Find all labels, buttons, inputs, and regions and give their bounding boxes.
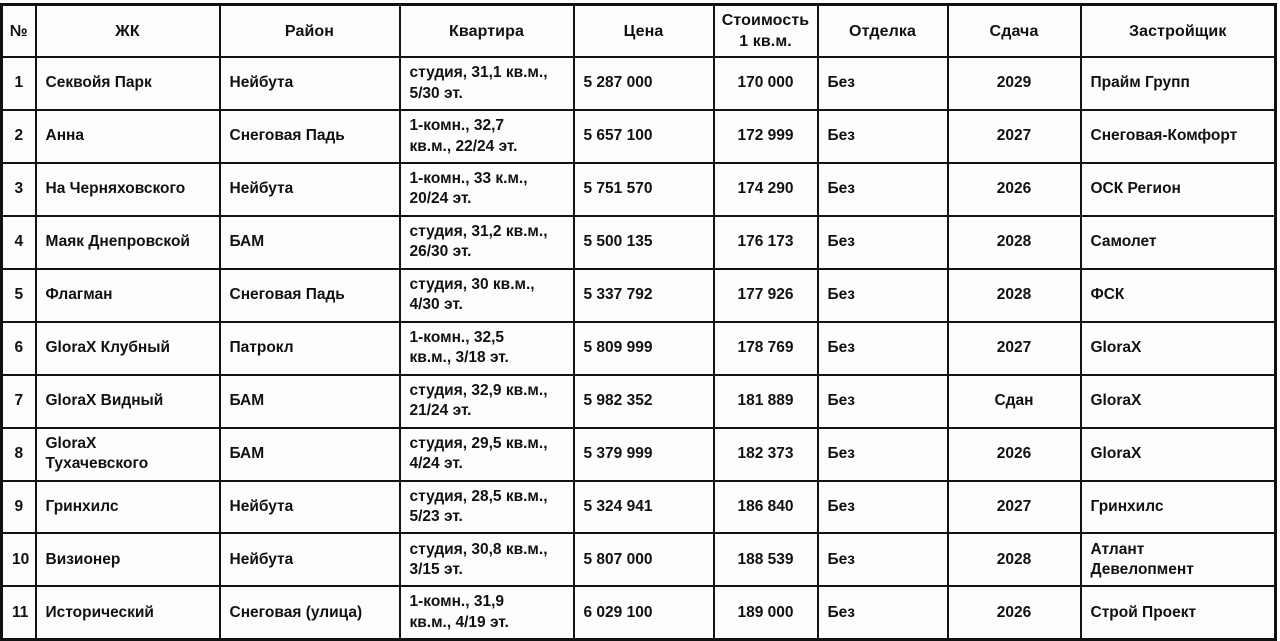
- row-number-cell: 2: [2, 110, 36, 163]
- apartment-cell: [400, 428, 574, 481]
- price-cell: 5 337 792: [574, 269, 714, 322]
- district-cell: Снеговая Падь: [220, 269, 400, 322]
- district-cell: БАМ: [220, 375, 400, 428]
- price-cell: 5 324 941: [574, 481, 714, 534]
- price-per-sqm-cell: 186 840: [714, 481, 818, 534]
- apartment-cell: [400, 57, 574, 110]
- apartment-cell-line2: 4/30 эт.: [409, 296, 463, 314]
- completion-cell: 2029: [948, 57, 1081, 110]
- apartment-cell-line1: 1-комн., 32,7: [409, 117, 505, 135]
- developer-cell: [1081, 322, 1276, 375]
- district-cell: Нейбута: [220, 163, 400, 216]
- apartment-cell-line2: кв.м., 4/19 эт.: [409, 613, 509, 631]
- price-per-sqm-cell: 176 173: [714, 216, 818, 269]
- table-row: [2, 57, 1276, 110]
- apartment-cell-line2: 26/30 эт.: [409, 243, 472, 261]
- table-body: [2, 57, 1276, 640]
- finishing-cell: Без: [818, 322, 948, 375]
- developer-cell: [1081, 481, 1276, 534]
- completion-cell: 2027: [948, 110, 1081, 163]
- apartment-cell-line1: студия, 29,5 кв.м.,: [409, 434, 548, 452]
- price-cell: 5 500 135: [574, 216, 714, 269]
- completion-cell: 2027: [948, 481, 1081, 534]
- apartment-cell: [400, 163, 574, 216]
- completion-cell: 2026: [948, 428, 1081, 481]
- finishing-cell: Без: [818, 57, 948, 110]
- column-header-price-per-sqm-line1: Стоимость: [721, 12, 810, 29]
- developer-cell-line1: GloraX: [1090, 391, 1142, 409]
- row-number-cell: 10: [2, 533, 36, 586]
- complex-name-cell: Визионер: [36, 533, 220, 586]
- table-row: [2, 375, 1276, 428]
- price-cell: 6 029 100: [574, 586, 714, 639]
- finishing-cell: Без: [818, 216, 948, 269]
- completion-cell: 2026: [948, 163, 1081, 216]
- developer-cell-line1: Атлант: [1090, 540, 1145, 558]
- apartment-cell-line1: 1-комн., 31,9: [409, 593, 505, 611]
- apartment-cell-line2: 3/15 эт.: [409, 560, 463, 578]
- developer-cell: [1081, 216, 1276, 269]
- column-header-price-per-sqm: [714, 5, 818, 58]
- developer-cell: [1081, 586, 1276, 639]
- price-per-sqm-cell: 174 290: [714, 163, 818, 216]
- apartment-cell-line1: студия, 28,5 кв.м.,: [409, 487, 548, 505]
- developer-cell: [1081, 269, 1276, 322]
- completion-cell: 2028: [948, 216, 1081, 269]
- developer-cell-line1: Самолет: [1090, 233, 1157, 251]
- apartment-cell-line1: студия, 30,8 кв.м.,: [409, 540, 548, 558]
- row-number-cell: 9: [2, 481, 36, 534]
- apartment-cell-line2: 5/30 эт.: [409, 84, 463, 102]
- district-cell: Нейбута: [220, 481, 400, 534]
- developer-cell-line1: Гринхилс: [1090, 497, 1164, 515]
- finishing-cell: Без: [818, 269, 948, 322]
- apartment-cell: [400, 216, 574, 269]
- column-header-apartment: Квартира: [400, 5, 574, 58]
- price-per-sqm-cell: 177 926: [714, 269, 818, 322]
- table-row: [2, 269, 1276, 322]
- developer-cell: [1081, 57, 1276, 110]
- complex-name-cell: Анна: [36, 110, 220, 163]
- apartment-cell-line1: студия, 30 кв.м.,: [409, 275, 535, 293]
- apartment-cell-line1: студия, 31,2 кв.м.,: [409, 222, 548, 240]
- finishing-cell: Без: [818, 375, 948, 428]
- developer-cell: [1081, 110, 1276, 163]
- apartment-cell-line2: 20/24 эт.: [409, 190, 472, 208]
- row-number-cell: 6: [2, 322, 36, 375]
- price-per-sqm-cell: 172 999: [714, 110, 818, 163]
- column-header-district: Район: [220, 5, 400, 58]
- completion-cell: 2027: [948, 322, 1081, 375]
- price-cell: 5 807 000: [574, 533, 714, 586]
- column-header-developer: Застройщик: [1081, 5, 1276, 58]
- price-cell: 5 809 999: [574, 322, 714, 375]
- table-row: [2, 216, 1276, 269]
- column-header-finishing: Отделка: [818, 5, 948, 58]
- apartment-cell-line2: 21/24 эт.: [409, 402, 472, 420]
- row-number-cell: 1: [2, 57, 36, 110]
- price-per-sqm-cell: 181 889: [714, 375, 818, 428]
- developer-cell-line1: ОСК Регион: [1090, 180, 1181, 198]
- price-cell: 5 657 100: [574, 110, 714, 163]
- developer-cell-line1: GloraX: [1090, 338, 1142, 356]
- row-number-cell: 5: [2, 269, 36, 322]
- price-per-sqm-cell: 178 769: [714, 322, 818, 375]
- finishing-cell: Без: [818, 533, 948, 586]
- apartment-cell: [400, 533, 574, 586]
- complex-name-cell: Гринхилс: [36, 481, 220, 534]
- price-per-sqm-cell: 182 373: [714, 428, 818, 481]
- complex-name-cell: На Черняховского: [36, 163, 220, 216]
- apartment-cell: [400, 110, 574, 163]
- apartment-cell: [400, 322, 574, 375]
- apartment-cell-line2: 4/24 эт.: [409, 455, 463, 473]
- row-number-cell: 3: [2, 163, 36, 216]
- completion-cell: 2028: [948, 269, 1081, 322]
- row-number-cell: 8: [2, 428, 36, 481]
- developer-cell-line1: Снеговая-Комфорт: [1090, 127, 1238, 145]
- column-header-price-per-sqm-line2: 1 кв.м.: [739, 33, 792, 51]
- price-per-sqm-cell: 188 539: [714, 533, 818, 586]
- apartment-cell-line2: кв.м., 22/24 эт.: [409, 137, 518, 155]
- table-row: [2, 110, 1276, 163]
- table-row: [2, 533, 1276, 586]
- apartment-cell: [400, 375, 574, 428]
- complex-name-cell: Секвойя Парк: [36, 57, 220, 110]
- complex-name-cell: GloraX Клубный: [36, 322, 220, 375]
- header-row: [2, 5, 1276, 58]
- apartment-cell-line1: студия, 31,1 кв.м.,: [409, 64, 548, 82]
- developer-cell: [1081, 375, 1276, 428]
- row-number-cell: 4: [2, 216, 36, 269]
- completion-cell: 2028: [948, 533, 1081, 586]
- developer-cell: [1081, 533, 1276, 586]
- apartment-cell-line2: 5/23 эт.: [409, 508, 463, 526]
- realty-comparison-table: [0, 3, 1277, 641]
- apartment-cell: [400, 586, 574, 639]
- table-row: [2, 428, 1276, 481]
- developer-cell-line2: Девелопмент: [1090, 560, 1194, 578]
- complex-name-cell: GloraX Видный: [36, 375, 220, 428]
- finishing-cell: Без: [818, 481, 948, 534]
- column-header-completion: Сдача: [948, 5, 1081, 58]
- table-row: [2, 586, 1276, 639]
- complex-name-cell: Флагман: [36, 269, 220, 322]
- district-cell: Нейбута: [220, 57, 400, 110]
- district-cell: БАМ: [220, 428, 400, 481]
- apartment-cell-line1: 1-комн., 33 к.м.,: [409, 170, 528, 188]
- developer-cell-line1: GloraX: [1090, 444, 1142, 462]
- column-header-complex: ЖК: [36, 5, 220, 58]
- finishing-cell: Без: [818, 110, 948, 163]
- column-header-price: Цена: [574, 5, 714, 58]
- row-number-cell: 7: [2, 375, 36, 428]
- apartment-cell-line1: студия, 32,9 кв.м.,: [409, 381, 548, 399]
- apartment-cell-line1: 1-комн., 32,5: [409, 328, 505, 346]
- complex-name-cell: Маяк Днепровской: [36, 216, 220, 269]
- district-cell: БАМ: [220, 216, 400, 269]
- complex-name-cell-line1: GloraX: [45, 434, 97, 452]
- district-cell: Снеговая Падь: [220, 110, 400, 163]
- finishing-cell: Без: [818, 428, 948, 481]
- completion-cell: 2026: [948, 586, 1081, 639]
- price-cell: 5 379 999: [574, 428, 714, 481]
- completion-cell: Сдан: [948, 375, 1081, 428]
- price-per-sqm-cell: 170 000: [714, 57, 818, 110]
- district-cell: Патрокл: [220, 322, 400, 375]
- price-cell: 5 751 570: [574, 163, 714, 216]
- finishing-cell: Без: [818, 163, 948, 216]
- table-row: [2, 163, 1276, 216]
- finishing-cell: Без: [818, 586, 948, 639]
- row-number-cell: 11: [2, 586, 36, 639]
- developer-cell-line1: Прайм Групп: [1090, 74, 1190, 92]
- complex-name-cell: [36, 428, 220, 481]
- apartment-cell-line2: кв.м., 3/18 эт.: [409, 349, 509, 367]
- complex-name-cell: Исторический: [36, 586, 220, 639]
- price-per-sqm-cell: 189 000: [714, 586, 818, 639]
- table-row: [2, 481, 1276, 534]
- developer-cell-line1: Строй Проект: [1090, 603, 1197, 621]
- table-row: [2, 322, 1276, 375]
- district-cell: Снеговая (улица): [220, 586, 400, 639]
- developer-cell: [1081, 163, 1276, 216]
- column-header-number: №: [2, 5, 36, 58]
- apartment-cell: [400, 481, 574, 534]
- price-cell: 5 982 352: [574, 375, 714, 428]
- developer-cell: [1081, 428, 1276, 481]
- district-cell: Нейбута: [220, 533, 400, 586]
- developer-cell-line1: ФСК: [1090, 286, 1125, 304]
- table-header: [2, 5, 1276, 58]
- complex-name-cell-line2: Тухачевского: [45, 455, 149, 473]
- price-cell: 5 287 000: [574, 57, 714, 110]
- apartment-cell: [400, 269, 574, 322]
- realty-table-container: [0, 3, 1274, 641]
